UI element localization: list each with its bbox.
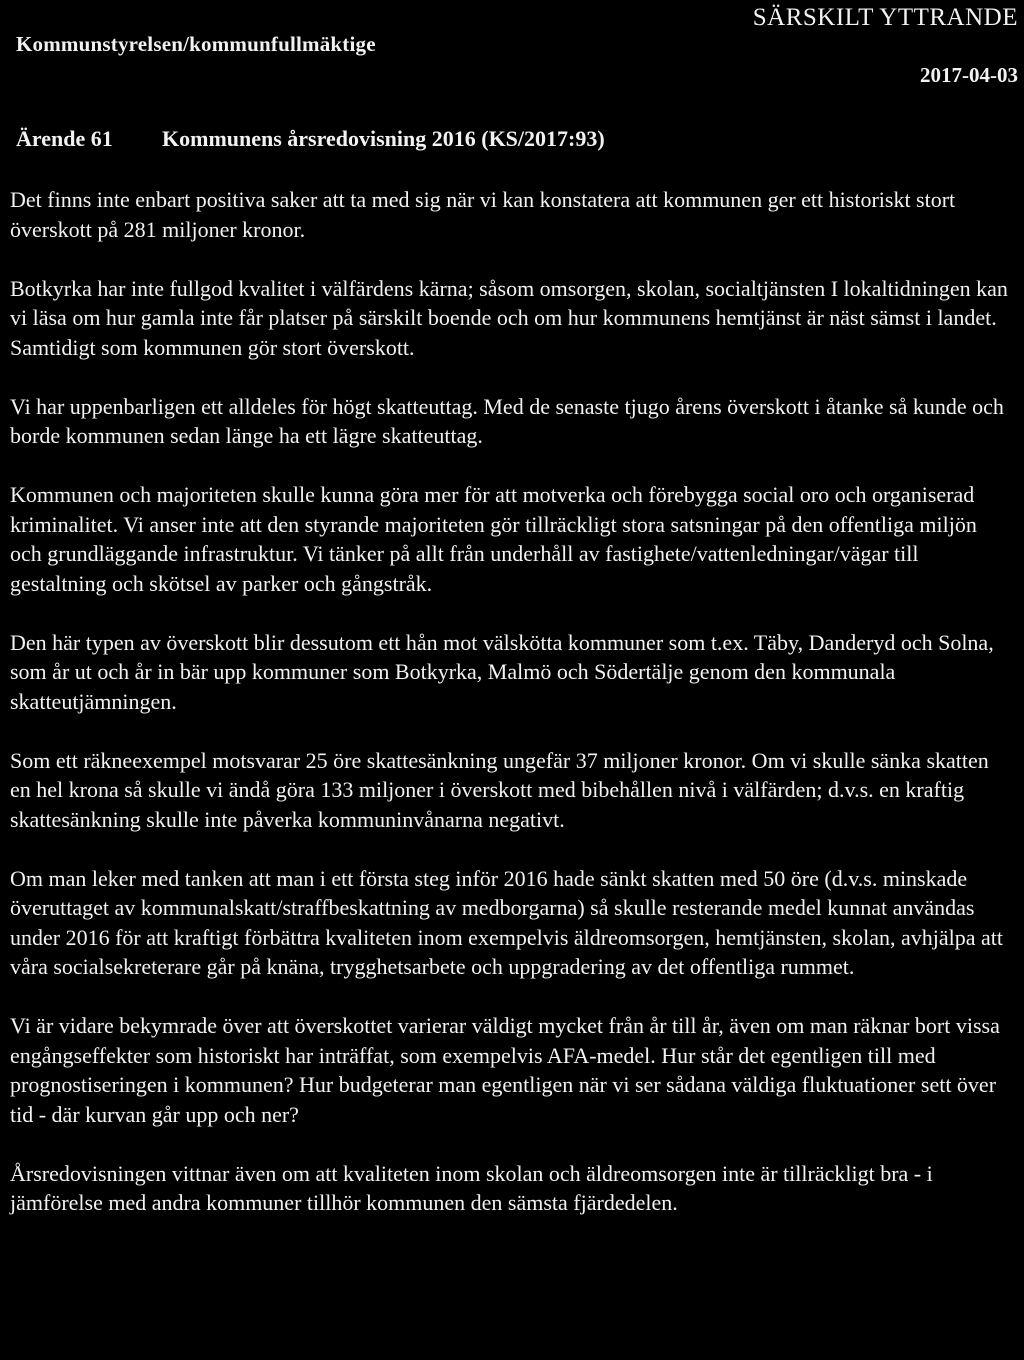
paragraph: Som ett räkneexempel motsvarar 25 öre skattesänkning ungefär 37 miljoner kronor. Om vi skulle sänka skatten en hel krona så skulle vi ändå göra 133 miljoner i överskott med bibehållen nivå i välfärden; d.v.s. en kraftig skattesänkning skulle inte påverka kommuninvånarna negativt.	[10, 747, 989, 832]
item-number: Ärende 61	[16, 126, 113, 151]
paragraph: Årsredovisningen vittnar även om att kvaliteten inom skolan och äldreomsorgen inte är tillräckligt bra - i jämförelse med andra kommuner tillhör kommunen den sämsta fjärdedelen.	[10, 1160, 933, 1215]
paragraph: Vi är vidare bekymrade över att överskottet varierar väldigt mycket från år till år, även om man räknar bort vissa engångseffekter som historiskt har inträffat, som exempelvis AFA-medel. Hur står det egentligen till med prognostiseringen i kommunen? Hur budgeterar man egentligen när vi ser sådana väldiga fluktuationer sett över tid - där kurvan går upp och ner?	[10, 1013, 1000, 1127]
body-text	[10, 185, 1014, 1218]
paragraph: Den här typen av överskott blir dessutom ett hån mot välskötta kommuner som t.ex. Täby, Danderyd och Solna, som år ut och år in bär upp kommuner som Botkyrka, Malmö och Södertälje genom den kommunala skatteutjämningen.	[10, 629, 994, 714]
document-date: 2017-04-03	[920, 63, 1018, 87]
subject-title: Kommunens årsredovisning 2016 (KS/2017:93)	[162, 126, 605, 151]
paragraph: Kommunen och majoriteten skulle kunna göra mer för att motverka och förebygga social oro och organiserad kriminalitet. Vi anser inte att den styrande majoriteten gör tillräckligt stora satsningar på den offentliga miljön och grundläggande infrastruktur. Vi tänker på allt från underhåll av fastighete/vattenledningar/vägar till gestaltning och skötsel av parker och gångstråk.	[10, 482, 977, 596]
organization-name: Kommunstyrelsen/kommunfullmäktige	[16, 32, 376, 56]
paragraph: Vi har uppenbarligen ett alldeles för högt skatteuttag. Med de senaste tjugo årens överskott i åtanke så kunde och borde kommunen sedan länge ha ett lägre skatteuttag.	[10, 393, 1004, 448]
paragraph: Om man leker med tanken att man i ett första steg inför 2016 hade sänkt skatten med 50 öre (d.v.s. minskade överuttaget av kommunalskatt/straffbeskattning av medborgarna) så skulle resterande medel kunnat användas under 2016 för att kraftigt förbättra kvaliteten inom exempelvis äldreomsorgen, hemtjänsten, skolan, avhjälpa att våra socialsekreterare går på knäna, trygghetsarbete och uppgradering av det offentliga rummet.	[10, 865, 1003, 979]
paragraph: Det finns inte enbart positiva saker att ta med sig när vi kan konstatera att kommunen ger ett historiskt stort överskott på 281 miljoner kronor.	[10, 187, 956, 242]
paragraph: Botkyrka har inte fullgod kvalitet i välfärdens kärna; såsom omsorgen, skolan, socialtjänsten I lokaltidningen kan vi läsa om hur gamla inte får platser på särskilt boende och om hur kommunens hemtjänst är näst sämst i landet. Samtidigt som kommunen gör stort överskott.	[10, 275, 1008, 360]
document-type: SÄRSKILT YTTRANDE	[752, 4, 1018, 31]
subject-line	[16, 126, 605, 152]
